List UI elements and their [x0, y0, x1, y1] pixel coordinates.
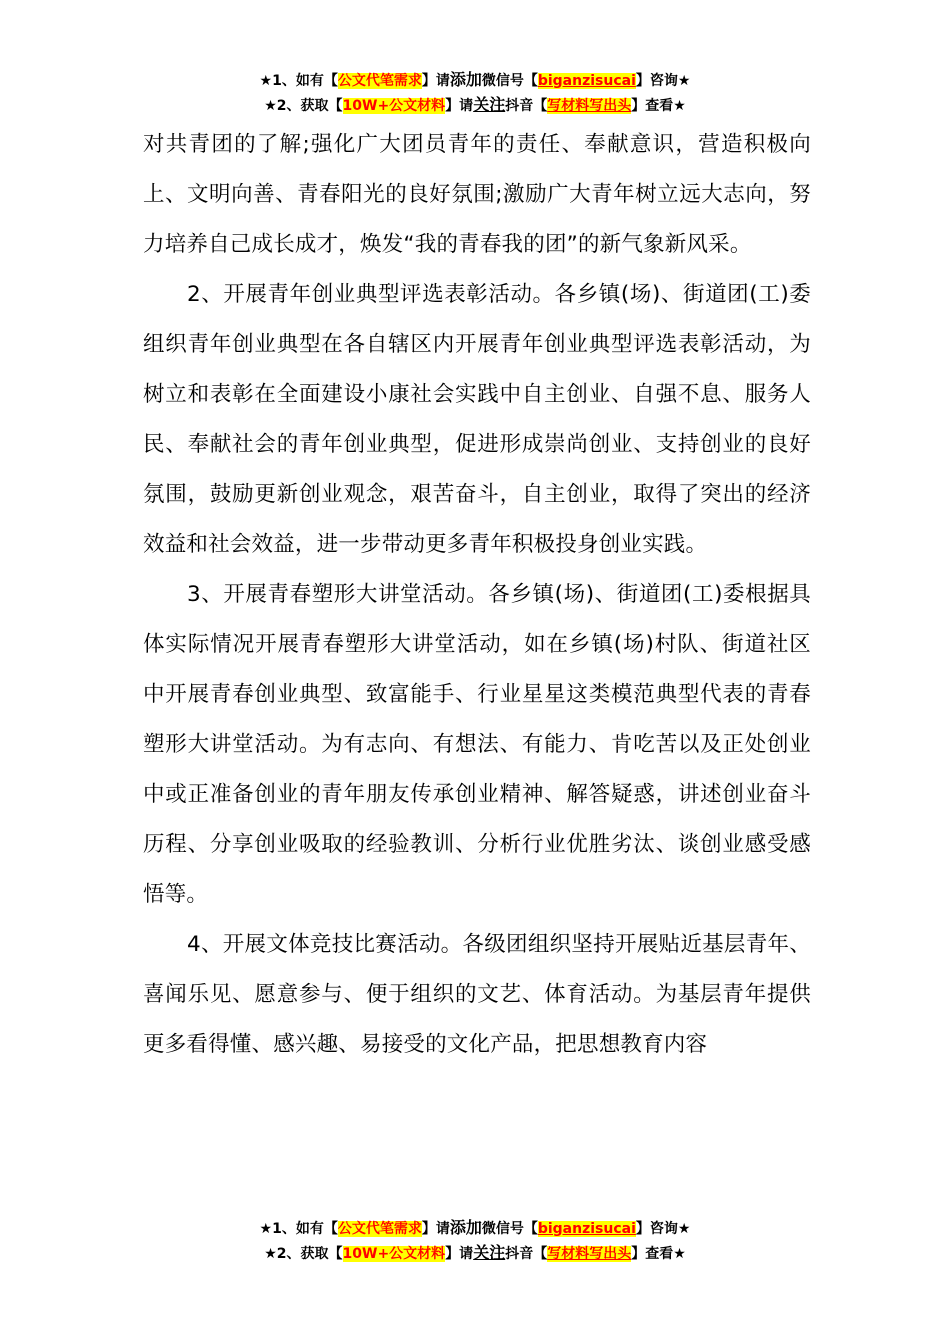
- banner-highlight: 10W+公文材料: [342, 98, 446, 114]
- banner-emphasis: 添加: [449, 1218, 482, 1237]
- banner-text: 】咨询★: [635, 1221, 691, 1237]
- banner-text: ★1、如有【: [259, 73, 338, 89]
- header-banner: [0, 68, 950, 118]
- paragraph-item-4: 4、开展文体竞技比赛活动。各级团组织坚持开展贴近基层青年、喜闻乐见、愿意参与、便于组织的文艺、体育活动。为基层青年提供更多看得懂、感兴趣、易接受的文化产品，把思想教育内容: [143, 932, 811, 1057]
- document-body: [143, 120, 811, 1070]
- banner-wechat-id: biganzisucai: [537, 73, 636, 89]
- banner-text: 微信号【: [481, 1221, 538, 1237]
- banner-highlight: 10W+公文材料: [342, 1246, 446, 1262]
- banner-wechat-id: biganzisucai: [537, 1221, 636, 1237]
- banner-text: 微信号【: [481, 73, 538, 89]
- banner-line-2: [0, 93, 950, 118]
- banner-line-2: [0, 1241, 950, 1266]
- banner-text: 抖音【: [505, 1246, 548, 1262]
- banner-text: ★1、如有【: [259, 1221, 338, 1237]
- paragraph-continuation: 对共青团的了解;强化广大团员青年的责任、奉献意识，营造积极向上、文明向善、青春阳光的良好氛围;激励广大青年树立远大志向，努力培养自己成长成才，焕发“我的青春我的团”的新气象新风采。: [143, 132, 811, 257]
- banner-emphasis: 关注: [473, 1243, 506, 1262]
- banner-text: ★2、获取【: [264, 98, 343, 114]
- banner-text: 】请: [421, 1221, 450, 1237]
- banner-text: 抖音【: [505, 98, 548, 114]
- footer-banner: [0, 1216, 950, 1266]
- banner-highlight: 公文代笔需求: [337, 1221, 422, 1237]
- banner-douyin-name: 写材料写出头: [547, 1246, 632, 1262]
- banner-text: ★2、获取【: [264, 1246, 343, 1262]
- banner-text: 】请: [445, 1246, 474, 1262]
- banner-highlight: 公文代笔需求: [337, 73, 422, 89]
- banner-line-1: [0, 1216, 950, 1241]
- paragraph-item-3: 3、开展青春塑形大讲堂活动。各乡镇(场)、街道团(工)委根据具体实际情况开展青春塑形大讲堂活动，如在乡镇(场)村队、街道社区中开展青春创业典型、致富能手、行业星星这类模范典型代表的青春塑形大讲堂活动。为有志向、有想法、有能力、肯吃苦以及正处创业中或正准备创业的青年朋友传承创业精神、解答疑惑，讲述创业奋斗历程、分享创业吸取的经验教训、分析行业优胜劣汰、谈创业感受感悟等。: [143, 582, 811, 907]
- banner-text: 】请: [445, 98, 474, 114]
- banner-douyin-name: 写材料写出头: [547, 98, 632, 114]
- paragraph-item-2: 2、开展青年创业典型评选表彰活动。各乡镇(场)、街道团(工)委组织青年创业典型在各自辖区内开展青年创业典型评选表彰活动，为树立和表彰在全面建设小康社会实践中自主创业、自强不息、服务人民、奉献社会的青年创业典型，促进形成崇尚创业、支持创业的良好氛围，鼓励更新创业观念，艰苦奋斗，自主创业，取得了突出的经济效益和社会效益，进一步带动更多青年积极投身创业实践。: [143, 282, 811, 557]
- banner-emphasis: 添加: [449, 70, 482, 89]
- banner-text: 】查看★: [631, 1246, 686, 1262]
- banner-line-1: [0, 68, 950, 93]
- banner-emphasis: 关注: [473, 95, 506, 114]
- banner-text: 】咨询★: [635, 73, 691, 89]
- banner-text: 】查看★: [631, 98, 686, 114]
- banner-text: 】请: [421, 73, 450, 89]
